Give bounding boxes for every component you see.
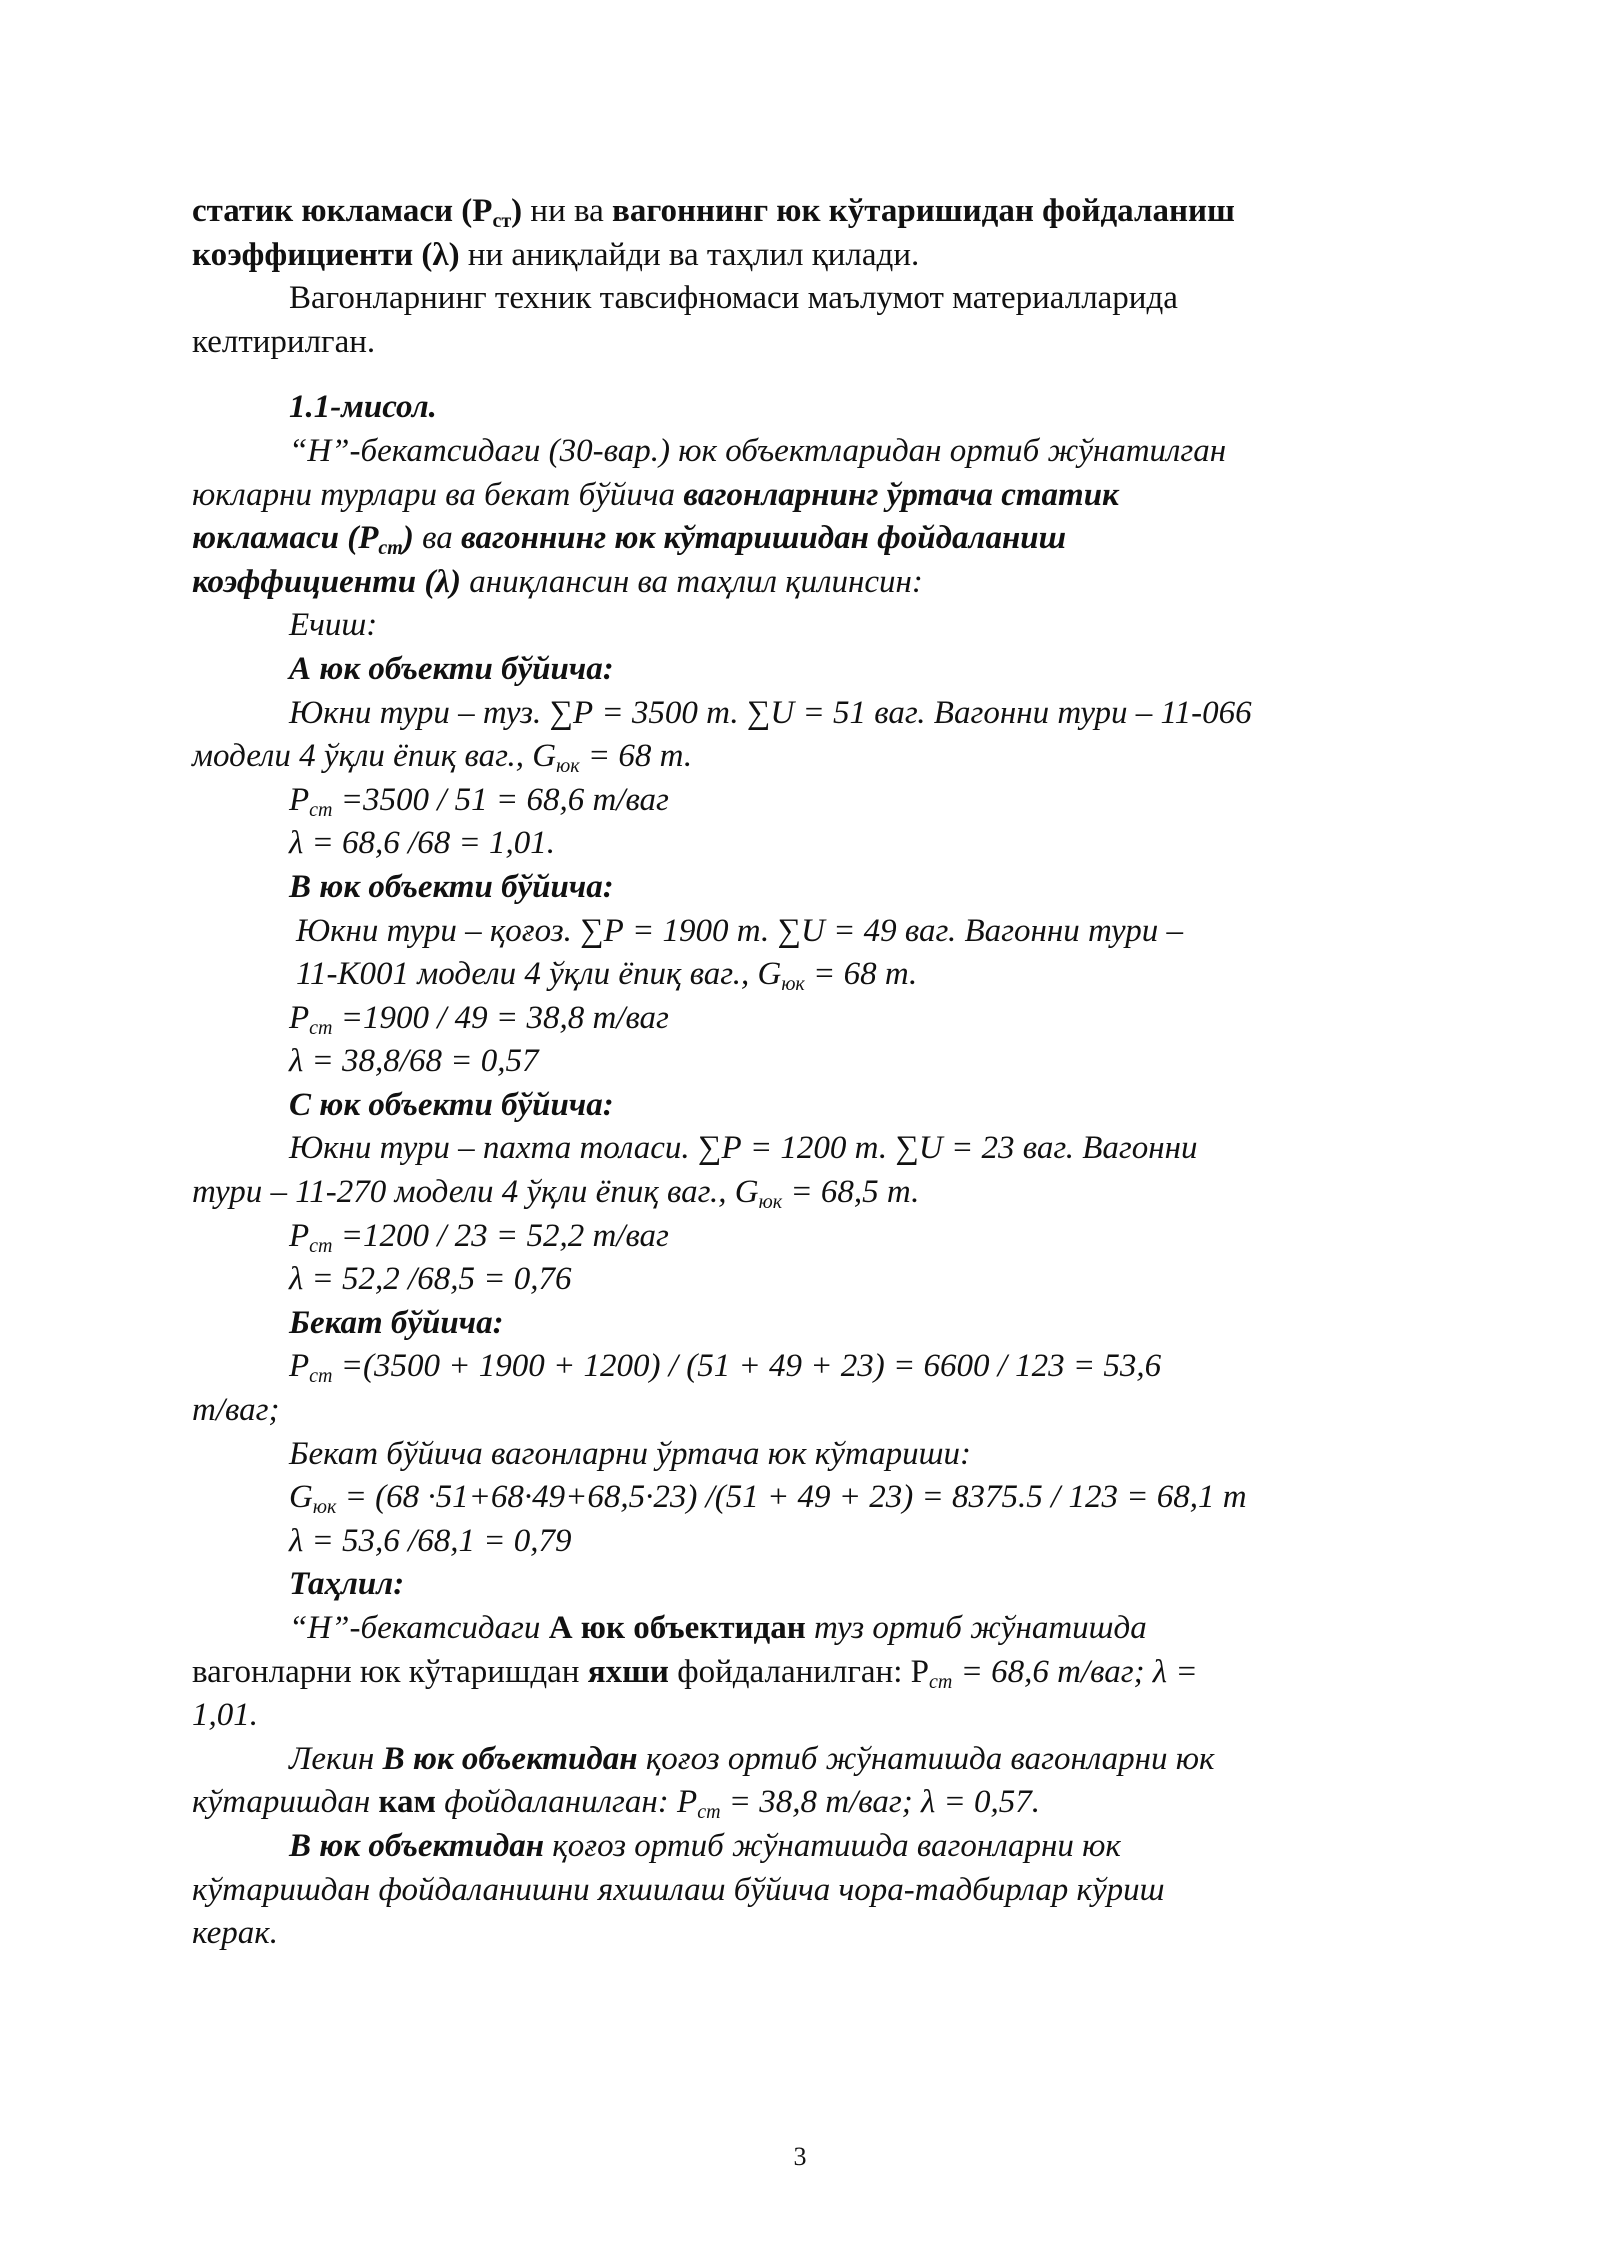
subscript: ст xyxy=(697,1801,721,1824)
formula-line: λ = 38,8/68 = 0,57 xyxy=(289,1043,539,1080)
text-line: 11-К001 модели 4 ўқли ёпиқ ваг., $G_{юк} = 68$ т. xyxy=(296,956,918,996)
formula-line: $Р_{ст} =3500 / 51 = 68,6$ т/ваг xyxy=(289,781,669,821)
text-line xyxy=(192,234,1422,278)
subscript: юк xyxy=(758,1191,783,1214)
bold-term: вагоннинг юк кўтаришидан фойдаланиш xyxy=(460,520,1067,557)
formula-line: $Р_{ст} =1900 / 49 = 38,8$ т/ваг xyxy=(289,999,669,1039)
subscript: ст xyxy=(929,1670,953,1693)
page-number: 3 xyxy=(793,2142,807,2171)
subscript: ст xyxy=(309,798,333,821)
bold-term: В юк объектидан xyxy=(289,1827,545,1864)
bold-term: кам xyxy=(378,1784,437,1821)
text-run: ни ва xyxy=(522,193,613,229)
bold-term: вагонларнинг ўртача статик xyxy=(683,476,1119,513)
text-line: керак. xyxy=(192,1915,278,1952)
subscript: ст xyxy=(309,1234,333,1257)
text-line: Юкни тури – қоғоз. ∑Р = 1900 т. ∑U = 49 ваг. Вагонни тури – xyxy=(296,912,1183,949)
text-line: Лекин В юк объектидан қоғоз ортиб жўнатишда вагонларни юк xyxy=(289,1740,1215,1777)
subheading: Бекат бўйича: xyxy=(289,1304,504,1341)
subheading: С юк объекти бўйича: xyxy=(289,1086,614,1123)
text-line: юкламаси $(Р_{ст})$ ва вагоннинг юк кўтаришидан фойдаланиш xyxy=(192,520,1067,560)
formula-line: $Р_{ст} =(3500 + 1900 + 1200) / (51 + 49 + 23) = 6600 / 123 = 53,6$ xyxy=(289,1348,1162,1388)
page-body xyxy=(192,190,1422,1956)
bold-term: юкламаси (Р xyxy=(192,520,379,557)
text-run: ни аниқлайди ва таҳлил қилади. xyxy=(459,236,920,273)
subheading: А юк объекти бўйича: xyxy=(289,650,614,687)
formula-line: $G_{юк} = (68 \cdot 51+68\cdot 49+68,5\cdot 23) /(51 + 49 + 23) = 8375.5 / 123 = 68,1$ т xyxy=(289,1479,1247,1519)
bold-term: А юк объектидан xyxy=(548,1610,806,1646)
bold-term: коэффициенти (λ) xyxy=(192,563,461,600)
text-line: келтирилган. xyxy=(192,323,376,360)
text-line xyxy=(192,190,1422,234)
bold-term: яхши xyxy=(587,1653,669,1690)
text-line: Юкни тури – пахта толаси. ∑Р = 1200 т. ∑U = 23 ваг. Вагонни xyxy=(289,1130,1198,1167)
formula-line: λ = 68,6 /68 = 1,01. xyxy=(289,825,555,862)
text-line: вагонларни юк кўтаришдан яхши фойдаланилган: $Р_{ст} = 68,6$ т/ваг; λ = xyxy=(192,1653,1198,1693)
subscript: юк xyxy=(781,973,805,996)
bold-term: статик юкламаси (P xyxy=(192,193,493,229)
text-line: “Н”-бекатсидаги (30-вар.) юк объектларидан ортиб жўнатилган xyxy=(289,432,1227,469)
subscript: ст xyxy=(309,1365,333,1388)
text-line: юкларни турлари ва бекат бўйича вагонларнинг ўртача статик xyxy=(192,476,1119,513)
bold-term: вагоннинг юк кўтаришидан фойдаланиш xyxy=(612,193,1235,229)
text-line: Бекат бўйича вагонларни ўртача юк кўтариши: xyxy=(289,1435,971,1472)
formula-line: λ = 52,2 /68,5 = 0,76 xyxy=(289,1261,572,1298)
subscript: юк xyxy=(556,755,580,778)
subscript: ст xyxy=(492,210,512,232)
text-line: В юк объектидан қоғоз ортиб жўнатишда вагонларни юк xyxy=(289,1827,1121,1864)
subscript: ст xyxy=(309,1016,333,1039)
text-line: тури – 11-270 модели 4 ўқли ёпиқ ваг., $G_{юк} = 68,5$ т. xyxy=(192,1174,920,1214)
example-section xyxy=(192,386,1422,1955)
formula-line: $Р_{ст} =1200 / 23 = 52,2$ т/ваг xyxy=(289,1217,669,1257)
bold-term: ) xyxy=(511,193,523,229)
text-line: модели 4 ўқли ёпиқ ваг., $G_{юк} = 68$ т. xyxy=(192,738,693,778)
example-heading: 1.1-мисол. xyxy=(289,389,437,426)
text-line: кўтаришдан кам фойдаланилган: $Р_{ст} = 38,8$ т/ваг; λ = 0,57. xyxy=(192,1784,1041,1824)
text-line: т/ваг; xyxy=(192,1392,280,1429)
subscript: юк xyxy=(312,1496,337,1519)
paragraph-line: Вагонларнинг техник тавсифномаси маълумот материалларида xyxy=(289,280,1178,317)
formula-line: λ = 53,6 /68,1 = 0,79 xyxy=(289,1522,572,1559)
text-line: коэффициенти (λ) аниқлансин ва таҳлил қилинсин: xyxy=(192,563,923,600)
bold-term: коэффициенти (λ) xyxy=(192,236,460,273)
subheading: Таҳлил: xyxy=(289,1566,405,1603)
subscript: ст xyxy=(378,537,403,560)
text-line: “Н”-бекатсидаги А юк объектидан туз ортиб жўнатишда xyxy=(289,1610,1147,1646)
text-line: Юкни тури – туз. ∑Р = 3500 т. ∑U = 51 ваг. Вагонни тури – 11-066 xyxy=(289,694,1252,731)
text-line: кўтаришдан фойдаланишни яхшилаш бўйича чора-тадбирлар кўриш xyxy=(192,1871,1165,1908)
bold-term: В юк объектидан xyxy=(382,1740,638,1777)
text-line: Ечиш: xyxy=(289,607,378,644)
text-line: 1,01. xyxy=(192,1697,258,1734)
subheading: В юк объекти бўйича: xyxy=(289,868,614,905)
